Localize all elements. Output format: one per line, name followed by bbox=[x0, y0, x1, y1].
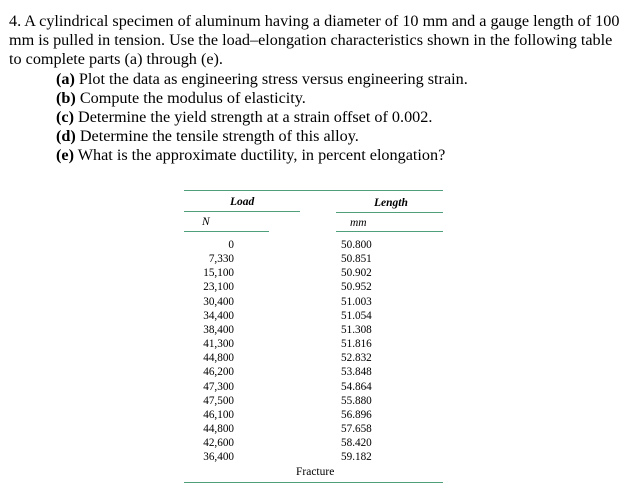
length-unit-rule bbox=[336, 231, 443, 232]
load-cell: 0 bbox=[228, 239, 234, 251]
length-cell: 59.182 bbox=[341, 451, 372, 464]
load-cell: 7,330 bbox=[208, 253, 234, 266]
fracture-label: Fracture bbox=[296, 466, 335, 478]
load-header: Load bbox=[230, 196, 255, 208]
length-cell: 51.054 bbox=[341, 309, 372, 322]
part-c-label: (c) bbox=[56, 108, 74, 127]
length-cell: 53.848 bbox=[341, 366, 372, 379]
part-c-text: Determine the yield strength at a strain offset of 0.002. bbox=[73, 108, 433, 127]
table-top-rule bbox=[184, 190, 443, 191]
length-header-rule bbox=[336, 212, 443, 213]
load-unit: N bbox=[202, 216, 210, 228]
load-cell: 46,100 bbox=[203, 408, 234, 421]
table-bottom-rule bbox=[184, 482, 443, 483]
part-a-text: Plot the data as engineering stress versus engineering strain. bbox=[74, 69, 468, 88]
load-cell: 44,800 bbox=[203, 423, 234, 436]
load-cell: 34,400 bbox=[203, 309, 234, 322]
load-unit-rule bbox=[184, 231, 269, 232]
load-cell: 44,800 bbox=[203, 352, 234, 365]
length-cell: 57.658 bbox=[341, 423, 372, 436]
load-column bbox=[190, 238, 234, 465]
part-d-label: (d) bbox=[56, 127, 76, 146]
length-unit: mm bbox=[350, 217, 367, 229]
length-cell: 52.832 bbox=[341, 352, 372, 365]
length-cell: 55.880 bbox=[341, 394, 372, 407]
part-e-label: (e) bbox=[56, 146, 74, 165]
length-header: Length bbox=[374, 197, 408, 209]
length-cell: 50.952 bbox=[341, 281, 372, 294]
length-cell: 50.902 bbox=[341, 267, 372, 280]
part-e-text: What is the approximate ductility, in percent elongation? bbox=[73, 146, 446, 165]
problem-statement bbox=[9, 12, 627, 166]
part-b-text: Compute the modulus of elasticity. bbox=[75, 88, 306, 107]
load-cell: 46,200 bbox=[203, 366, 234, 379]
part-b bbox=[56, 89, 627, 108]
length-cell: 54.864 bbox=[341, 380, 372, 393]
part-e bbox=[56, 146, 627, 165]
part-a-label: (a) bbox=[56, 69, 75, 88]
load-cell: 23,100 bbox=[203, 281, 234, 294]
load-cell: 42,600 bbox=[203, 437, 234, 450]
part-b-label: (b) bbox=[56, 88, 76, 107]
length-cell: 51.816 bbox=[341, 338, 372, 351]
load-cell: 47,500 bbox=[203, 394, 234, 407]
part-d-text: Determine the tensile strength of this alloy. bbox=[75, 127, 359, 146]
part-d bbox=[56, 127, 627, 146]
length-cell: 56.896 bbox=[341, 408, 372, 421]
length-column bbox=[341, 238, 372, 465]
length-cell: 50.800 bbox=[341, 239, 372, 251]
load-cell: 38,400 bbox=[203, 323, 234, 336]
length-cell: 58.420 bbox=[341, 437, 372, 450]
load-cell: 15,100 bbox=[203, 267, 234, 280]
load-cell: 36,400 bbox=[203, 451, 234, 464]
load-cell: 47,300 bbox=[203, 380, 234, 393]
problem-parts bbox=[9, 70, 627, 166]
length-cell: 51.308 bbox=[341, 323, 372, 336]
length-cell: 50.851 bbox=[341, 253, 372, 266]
part-c bbox=[56, 108, 627, 127]
problem-stem: 4. A cylindrical specimen of aluminum having a diameter of 10 mm and a gauge length of 100 mm is pulled in tension. Use the load–elongation characteristics shown in the following table to complete parts (a) through (e). bbox=[9, 12, 620, 69]
load-cell: 41,300 bbox=[203, 338, 234, 351]
length-cell: 51.003 bbox=[341, 295, 372, 308]
load-header-rule bbox=[184, 211, 300, 212]
load-cell: 30,400 bbox=[203, 295, 234, 308]
part-a bbox=[56, 70, 627, 89]
